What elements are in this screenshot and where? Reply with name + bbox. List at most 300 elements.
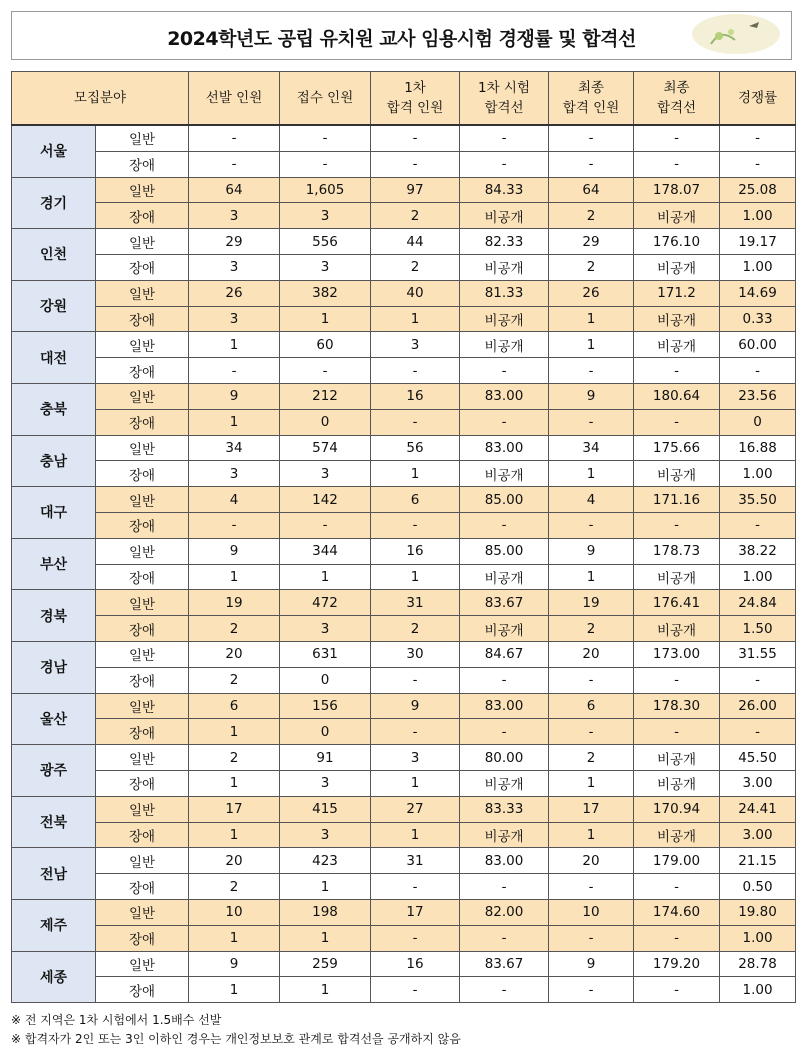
cell-selected: 1 (189, 332, 280, 358)
cell-final-pass: 1 (549, 461, 634, 487)
cell-rate: 21.15 (720, 848, 796, 874)
cell-applied: 142 (280, 487, 371, 513)
cell-final-pass: 1 (549, 332, 634, 358)
cell-first-cut: - (460, 977, 549, 1003)
cell-first-pass: - (371, 358, 460, 384)
cell-selected: 3 (189, 306, 280, 332)
cell-final-pass: 19 (549, 590, 634, 616)
cell-applied: 423 (280, 848, 371, 874)
cell-first-cut: 비공개 (460, 254, 549, 280)
cell-rate: - (720, 512, 796, 538)
cell-first-pass: 30 (371, 641, 460, 667)
cell-first-pass: - (371, 977, 460, 1003)
cell-final-cut: 비공개 (634, 564, 720, 590)
region-cell: 경남 (12, 641, 96, 693)
cell-final-cut: 171.2 (634, 280, 720, 306)
cell-final-pass: 1 (549, 564, 634, 590)
cell-final-pass: 9 (549, 538, 634, 564)
cell-final-pass: - (549, 358, 634, 384)
cell-final-pass: 20 (549, 848, 634, 874)
cell-first-cut: 비공개 (460, 822, 549, 848)
cell-selected: 10 (189, 899, 280, 925)
cell-selected: - (189, 358, 280, 384)
cell-final-cut: 비공개 (634, 254, 720, 280)
cell-first-pass: 2 (371, 616, 460, 642)
cell-rate: 24.84 (720, 590, 796, 616)
cell-final-cut: 171.16 (634, 487, 720, 513)
cell-final-pass: 64 (549, 177, 634, 203)
cell-type: 일반 (96, 848, 189, 874)
cell-final-cut: 비공개 (634, 770, 720, 796)
cell-first-pass: 6 (371, 487, 460, 513)
cell-type: 장애 (96, 203, 189, 229)
cell-applied: 3 (280, 822, 371, 848)
table-row (12, 590, 796, 616)
cell-first-cut: 비공개 (460, 461, 549, 487)
cell-rate: 19.17 (720, 229, 796, 255)
cell-selected: 9 (189, 383, 280, 409)
cell-applied: 3 (280, 770, 371, 796)
cell-final-cut: 175.66 (634, 435, 720, 461)
cell-applied: 1 (280, 925, 371, 951)
cell-applied: 259 (280, 951, 371, 977)
cell-selected: 34 (189, 435, 280, 461)
cell-type: 장애 (96, 151, 189, 177)
cell-final-cut: 178.07 (634, 177, 720, 203)
header-first-cut-line1: 1차 시험 (478, 80, 531, 96)
cell-applied: 198 (280, 899, 371, 925)
cell-selected: 4 (189, 487, 280, 513)
region-cell: 충북 (12, 383, 96, 435)
cell-final-cut: - (634, 667, 720, 693)
cell-rate: 1.00 (720, 564, 796, 590)
cell-final-cut: 178.73 (634, 538, 720, 564)
cell-applied: - (280, 512, 371, 538)
cell-applied: 1 (280, 977, 371, 1003)
header-final-cut (634, 72, 720, 126)
cell-type: 일반 (96, 641, 189, 667)
cell-first-cut: 비공개 (460, 770, 549, 796)
cell-rate: 35.50 (720, 487, 796, 513)
header-selected: 선발 인원 (189, 72, 280, 126)
cell-selected: 26 (189, 280, 280, 306)
table-row (12, 899, 796, 925)
cell-rate: 19.80 (720, 899, 796, 925)
cell-first-cut: 83.00 (460, 383, 549, 409)
cell-applied: 0 (280, 409, 371, 435)
table-row (12, 125, 796, 151)
header-first-pass-line1: 1차 (404, 80, 426, 96)
cell-first-cut: 비공개 (460, 616, 549, 642)
cell-final-cut: 176.10 (634, 229, 720, 255)
table-row (12, 280, 796, 306)
cell-applied: 0 (280, 719, 371, 745)
header-final-cut-line1: 최종 (663, 80, 690, 96)
cell-first-cut: 83.67 (460, 590, 549, 616)
cell-selected: - (189, 512, 280, 538)
results-table (11, 71, 796, 1003)
cell-selected: 1 (189, 977, 280, 1003)
cell-final-cut: - (634, 925, 720, 951)
cell-first-pass: 16 (371, 538, 460, 564)
cell-selected: 19 (189, 590, 280, 616)
cell-applied: 472 (280, 590, 371, 616)
table-row (12, 874, 796, 900)
cell-applied: 1,605 (280, 177, 371, 203)
cell-type: 일반 (96, 280, 189, 306)
cell-final-cut: 비공개 (634, 745, 720, 771)
cell-first-cut: - (460, 512, 549, 538)
cell-type: 장애 (96, 254, 189, 280)
cell-applied: 631 (280, 641, 371, 667)
table-row (12, 667, 796, 693)
cell-selected: 29 (189, 229, 280, 255)
cell-selected: 9 (189, 538, 280, 564)
cell-selected: 1 (189, 770, 280, 796)
cell-applied: 382 (280, 280, 371, 306)
cell-rate: 1.00 (720, 254, 796, 280)
cell-type: 일반 (96, 229, 189, 255)
cell-selected: 2 (189, 745, 280, 771)
cell-first-pass: - (371, 925, 460, 951)
cell-final-pass: 34 (549, 435, 634, 461)
cell-first-pass: 3 (371, 332, 460, 358)
cell-final-cut: - (634, 719, 720, 745)
cell-first-pass: 31 (371, 848, 460, 874)
cell-final-pass: 2 (549, 254, 634, 280)
cell-first-pass: - (371, 409, 460, 435)
cell-first-pass: - (371, 874, 460, 900)
cell-first-pass: 1 (371, 461, 460, 487)
region-cell: 광주 (12, 745, 96, 797)
cell-applied: 3 (280, 461, 371, 487)
cell-selected: 6 (189, 693, 280, 719)
cell-type: 장애 (96, 358, 189, 384)
cell-type: 장애 (96, 461, 189, 487)
header-field: 모집분야 (12, 72, 189, 126)
table-row (12, 925, 796, 951)
cell-first-cut: 비공개 (460, 306, 549, 332)
cell-type: 일반 (96, 332, 189, 358)
cell-applied: - (280, 151, 371, 177)
cell-applied: 574 (280, 435, 371, 461)
cell-applied: 156 (280, 693, 371, 719)
cell-selected: 1 (189, 925, 280, 951)
cell-final-pass: - (549, 409, 634, 435)
cell-final-pass: 26 (549, 280, 634, 306)
cell-rate: 28.78 (720, 951, 796, 977)
cell-final-cut: - (634, 977, 720, 1003)
cell-applied: 3 (280, 254, 371, 280)
cell-final-cut: 비공개 (634, 461, 720, 487)
cell-first-cut: 84.67 (460, 641, 549, 667)
cell-rate: 3.00 (720, 770, 796, 796)
cell-first-cut: 83.00 (460, 848, 549, 874)
cell-first-pass: - (371, 667, 460, 693)
cell-rate: 1.50 (720, 616, 796, 642)
cell-type: 일반 (96, 796, 189, 822)
cell-selected: 1 (189, 822, 280, 848)
cell-selected: 3 (189, 203, 280, 229)
cell-rate: - (720, 125, 796, 151)
cell-first-cut: 84.33 (460, 177, 549, 203)
cell-type: 장애 (96, 512, 189, 538)
cell-type: 일반 (96, 435, 189, 461)
table-row (12, 383, 796, 409)
cell-rate: 3.00 (720, 822, 796, 848)
cell-first-cut: - (460, 358, 549, 384)
cell-final-pass: 9 (549, 383, 634, 409)
cell-final-pass: 2 (549, 745, 634, 771)
table-row (12, 693, 796, 719)
cell-type: 장애 (96, 564, 189, 590)
table-row (12, 951, 796, 977)
cell-applied: 60 (280, 332, 371, 358)
cell-final-cut: - (634, 409, 720, 435)
cell-final-pass: 4 (549, 487, 634, 513)
region-cell: 경기 (12, 177, 96, 229)
cell-final-pass: 6 (549, 693, 634, 719)
cell-applied: 212 (280, 383, 371, 409)
cell-final-pass: - (549, 874, 634, 900)
cell-type: 일반 (96, 745, 189, 771)
table-header-row (12, 72, 796, 126)
cell-final-pass: 29 (549, 229, 634, 255)
table-row (12, 848, 796, 874)
table-row (12, 796, 796, 822)
header-applied: 접수 인원 (280, 72, 371, 126)
header-final-cut-line2: 합격선 (656, 100, 697, 116)
cell-final-cut: 비공개 (634, 203, 720, 229)
cell-first-pass: 17 (371, 899, 460, 925)
cell-final-cut: 비공개 (634, 616, 720, 642)
cell-first-cut: 82.33 (460, 229, 549, 255)
region-cell: 울산 (12, 693, 96, 745)
table-row (12, 409, 796, 435)
cell-type: 일반 (96, 177, 189, 203)
cell-type: 일반 (96, 899, 189, 925)
cell-rate: 31.55 (720, 641, 796, 667)
cell-first-pass: - (371, 151, 460, 177)
cell-first-cut: - (460, 125, 549, 151)
cell-first-pass: 2 (371, 254, 460, 280)
cell-type: 장애 (96, 616, 189, 642)
cell-first-pass: 1 (371, 770, 460, 796)
cell-rate: 60.00 (720, 332, 796, 358)
cell-rate: - (720, 358, 796, 384)
decorative-illustration (691, 14, 781, 58)
cell-first-pass: - (371, 512, 460, 538)
cell-first-cut: 비공개 (460, 203, 549, 229)
cell-final-cut: - (634, 125, 720, 151)
cell-first-cut: - (460, 667, 549, 693)
cell-final-cut: - (634, 358, 720, 384)
cell-final-cut: 170.94 (634, 796, 720, 822)
cell-selected: 3 (189, 461, 280, 487)
cell-first-cut: - (460, 151, 549, 177)
cell-type: 일반 (96, 538, 189, 564)
cell-rate: 0.50 (720, 874, 796, 900)
page-title: 2024학년도 공립 유치원 교사 임용시험 경쟁률 및 합격선 (167, 28, 636, 50)
cell-final-cut: 비공개 (634, 306, 720, 332)
cell-first-pass: 2 (371, 203, 460, 229)
cell-type: 장애 (96, 977, 189, 1003)
table-row (12, 564, 796, 590)
cell-selected: 2 (189, 667, 280, 693)
cell-first-pass: 44 (371, 229, 460, 255)
table-row (12, 254, 796, 280)
cell-selected: 20 (189, 848, 280, 874)
region-cell: 대구 (12, 487, 96, 539)
cell-selected: 1 (189, 564, 280, 590)
cell-first-pass: 56 (371, 435, 460, 461)
header-first-pass (371, 72, 460, 126)
header-first-cut (460, 72, 549, 126)
cell-rate: 25.08 (720, 177, 796, 203)
cell-rate: - (720, 719, 796, 745)
cell-first-cut: 83.67 (460, 951, 549, 977)
cell-rate: 14.69 (720, 280, 796, 306)
table-row (12, 435, 796, 461)
region-cell: 경북 (12, 590, 96, 642)
cell-type: 일반 (96, 693, 189, 719)
table-row (12, 151, 796, 177)
footnotes (11, 1011, 461, 1049)
cell-final-cut: 비공개 (634, 822, 720, 848)
cell-final-cut: - (634, 512, 720, 538)
cell-type: 일반 (96, 487, 189, 513)
cell-rate: 0.33 (720, 306, 796, 332)
region-cell: 서울 (12, 125, 96, 177)
cell-type: 일반 (96, 590, 189, 616)
cell-first-cut: 비공개 (460, 564, 549, 590)
cell-first-pass: 9 (371, 693, 460, 719)
cell-type: 장애 (96, 770, 189, 796)
cell-rate: 1.00 (720, 925, 796, 951)
cell-rate: 23.56 (720, 383, 796, 409)
table-row (12, 177, 796, 203)
cell-final-cut: 179.20 (634, 951, 720, 977)
table-row (12, 641, 796, 667)
cell-first-cut: 83.00 (460, 693, 549, 719)
cell-rate: 26.00 (720, 693, 796, 719)
table-row (12, 332, 796, 358)
cell-type: 장애 (96, 822, 189, 848)
cell-first-pass: 16 (371, 383, 460, 409)
cell-applied: 0 (280, 667, 371, 693)
table-row (12, 229, 796, 255)
cell-first-cut: - (460, 874, 549, 900)
cell-final-pass: - (549, 667, 634, 693)
cell-first-pass: 16 (371, 951, 460, 977)
cell-selected: 1 (189, 409, 280, 435)
cell-selected: 9 (189, 951, 280, 977)
region-cell: 강원 (12, 280, 96, 332)
region-cell: 충남 (12, 435, 96, 487)
cell-selected: 17 (189, 796, 280, 822)
table-row (12, 512, 796, 538)
cell-selected: - (189, 125, 280, 151)
region-cell: 제주 (12, 899, 96, 951)
cell-rate: 1.00 (720, 977, 796, 1003)
cell-applied: 415 (280, 796, 371, 822)
cell-first-pass: 97 (371, 177, 460, 203)
cell-first-cut: 81.33 (460, 280, 549, 306)
table-row (12, 203, 796, 229)
cell-first-pass: 40 (371, 280, 460, 306)
cell-final-pass: 1 (549, 770, 634, 796)
cell-type: 장애 (96, 306, 189, 332)
region-cell: 부산 (12, 538, 96, 590)
footnote: ※ 전 지역은 1차 시험에서 1.5배수 선발 (11, 1013, 222, 1027)
cell-first-cut: 비공개 (460, 332, 549, 358)
region-cell: 세종 (12, 951, 96, 1003)
header-final-pass-line2: 합격 인원 (562, 100, 620, 116)
cell-final-cut: 176.41 (634, 590, 720, 616)
table-row (12, 977, 796, 1003)
cell-final-pass: 10 (549, 899, 634, 925)
cell-type: 장애 (96, 925, 189, 951)
cell-final-cut: 비공개 (634, 332, 720, 358)
cell-applied: 91 (280, 745, 371, 771)
table-row (12, 538, 796, 564)
cell-final-pass: 2 (549, 616, 634, 642)
cell-first-cut: - (460, 719, 549, 745)
cell-final-pass: - (549, 925, 634, 951)
cell-type: 일반 (96, 383, 189, 409)
cell-first-cut: 83.33 (460, 796, 549, 822)
cell-first-pass: 3 (371, 745, 460, 771)
cell-first-pass: 31 (371, 590, 460, 616)
cell-selected: - (189, 151, 280, 177)
cell-final-pass: 1 (549, 822, 634, 848)
region-cell: 대전 (12, 332, 96, 384)
cell-selected: 64 (189, 177, 280, 203)
cell-applied: 1 (280, 306, 371, 332)
cell-final-pass: 20 (549, 641, 634, 667)
cell-first-pass: 1 (371, 306, 460, 332)
cell-type: 장애 (96, 667, 189, 693)
cell-type: 장애 (96, 409, 189, 435)
cell-first-cut: 83.00 (460, 435, 549, 461)
cell-applied: 3 (280, 203, 371, 229)
cell-final-pass: - (549, 151, 634, 177)
cell-rate: 0 (720, 409, 796, 435)
header-final-pass-line1: 최종 (577, 80, 605, 96)
cell-first-cut: 82.00 (460, 899, 549, 925)
cell-final-pass: - (549, 512, 634, 538)
cell-applied: 1 (280, 874, 371, 900)
cell-rate: 38.22 (720, 538, 796, 564)
cell-final-cut: - (634, 151, 720, 177)
cell-first-pass: - (371, 719, 460, 745)
cell-first-cut: 85.00 (460, 487, 549, 513)
cell-applied: - (280, 125, 371, 151)
table-row (12, 487, 796, 513)
cell-final-pass: - (549, 977, 634, 1003)
cell-final-cut: 173.00 (634, 641, 720, 667)
cell-final-pass: 9 (549, 951, 634, 977)
table-row (12, 306, 796, 332)
region-cell: 인천 (12, 229, 96, 281)
cell-rate: 24.41 (720, 796, 796, 822)
cell-first-pass: - (371, 125, 460, 151)
cell-final-cut: 174.60 (634, 899, 720, 925)
cell-final-pass: 2 (549, 203, 634, 229)
cell-type: 장애 (96, 719, 189, 745)
region-cell: 전남 (12, 848, 96, 900)
title-box (11, 11, 792, 60)
